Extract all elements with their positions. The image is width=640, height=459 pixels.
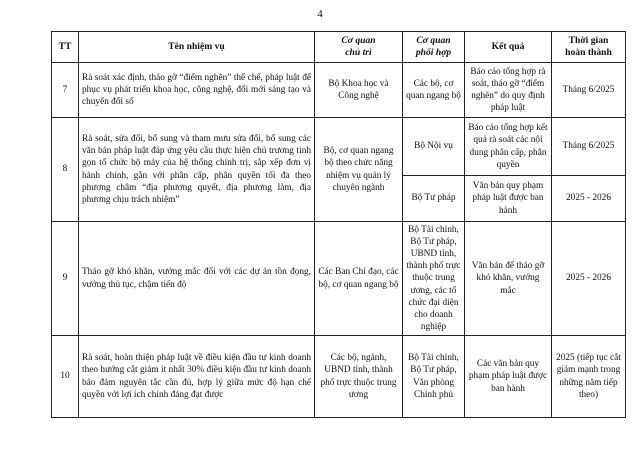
result: Báo cáo tổng hợp kết quả rà soát các nội dung phân cấp, phân quyền [465, 118, 552, 176]
row-number: 9 [52, 222, 79, 336]
header-task: Tên nhiệm vụ [79, 32, 315, 63]
lead-agency: Bộ, cơ quan ngang bộ theo chức năng nhiệm vụ quản lý chuyên ngành [315, 118, 403, 222]
deadline: 2025 - 2026 [552, 222, 626, 336]
coordinating-agency: Bộ Nội vụ [403, 118, 465, 176]
row-number: 7 [52, 63, 79, 118]
row-number: 10 [52, 336, 79, 418]
header-lead-line2: chủ trì [345, 47, 372, 58]
task-name: Rà soát, sửa đổi, bổ sung và tham mưu sửa đổi, bổ sung các văn bản pháp luật đáp ứng yêu cầu thực hiện chủ trương tinh gọn tổ chức bộ máy của hệ thống chính trị, sắp xếp đơn vị hành chính, gắn với phân cấp, phân quyền tối đa theo phương châm “địa phương quyết, địa phương làm, địa phương chịu trách nhiệm” [79, 118, 315, 222]
coordinating-agency: Bộ Tài chính, Bộ Tư pháp, Văn phòng Chính phủ [403, 336, 465, 418]
coordinating-agency: Các bộ, cơ quan ngang bộ [403, 63, 465, 118]
deadline: Tháng 6/2025 [552, 63, 626, 118]
header-row [52, 32, 626, 63]
table-row [52, 63, 626, 118]
result: Các văn bản quy phạm pháp luật được ban hành [465, 336, 552, 418]
row-number: 8 [52, 118, 79, 222]
result: Văn bản để tháo gỡ khó khăn, vướng mắc [465, 222, 552, 336]
lead-agency: Các bộ, ngành, UBND tỉnh, thành phố trực thuộc trung ương [315, 336, 403, 418]
task-name: Rà soát, hoàn thiện pháp luật về điều kiện đầu tư kinh doanh theo hướng cắt giảm ít nhất 30% điều kiện đầu tư kinh doanh bảo đảm nguyên tắc cần đủ, hợp lý giữa mức độ hạn chế quyền với lợi ích chính đáng đạt được [79, 336, 315, 418]
header-deadline [552, 32, 626, 63]
result: Báo cáo tổng hợp rà soát, tháo gỡ “điểm nghẽn” do quy định pháp luật [465, 63, 552, 118]
table-row [52, 222, 626, 336]
coordinating-agency: Bộ Tư pháp [403, 176, 465, 222]
result: Văn bản quy phạm pháp luật được ban hành [465, 176, 552, 222]
header-lead-line1: Cơ quan [341, 34, 376, 46]
page-number: 4 [317, 8, 323, 20]
task-table [51, 31, 626, 418]
header-lead-agency [315, 32, 403, 63]
task-name: Rà soát xác định, tháo gỡ “điểm nghẽn” thể chế, pháp luật để phục vụ phát triển khoa học, công nghệ, đổi mới sáng tạo và chuyển đổi số [79, 63, 315, 118]
header-time-line2: hoàn thành [565, 47, 612, 58]
header-coordinating-agency [403, 32, 465, 63]
header-result: Kết quả [465, 32, 552, 63]
deadline: 2025 - 2026 [552, 176, 626, 222]
header-tt: TT [52, 32, 79, 63]
header-coord-line2: phối hợp [415, 47, 452, 58]
header-coord-line1: Cơ quan [416, 34, 451, 46]
deadline: 2025 (tiếp tục cắt giảm mạnh trong những năm tiếp theo) [552, 336, 626, 418]
table-row [52, 336, 626, 418]
lead-agency: Bộ Khoa học và Công nghệ [315, 63, 403, 118]
header-time-line1: Thời gian [568, 34, 609, 46]
lead-agency: Các Ban Chỉ đạo, các bộ, cơ quan ngang bộ [315, 222, 403, 336]
table-row [52, 118, 626, 176]
deadline: Tháng 6/2025 [552, 118, 626, 176]
task-name: Tháo gỡ khó khăn, vướng mắc đối với các dự án tồn đọng, vướng thủ tục, chậm tiến độ [79, 222, 315, 336]
coordinating-agency: Bộ Tài chính, Bộ Tư pháp, UBND tỉnh, thành phố trực thuộc trung ương, các tổ chức đại diện cho doanh nghiệp [403, 222, 465, 336]
